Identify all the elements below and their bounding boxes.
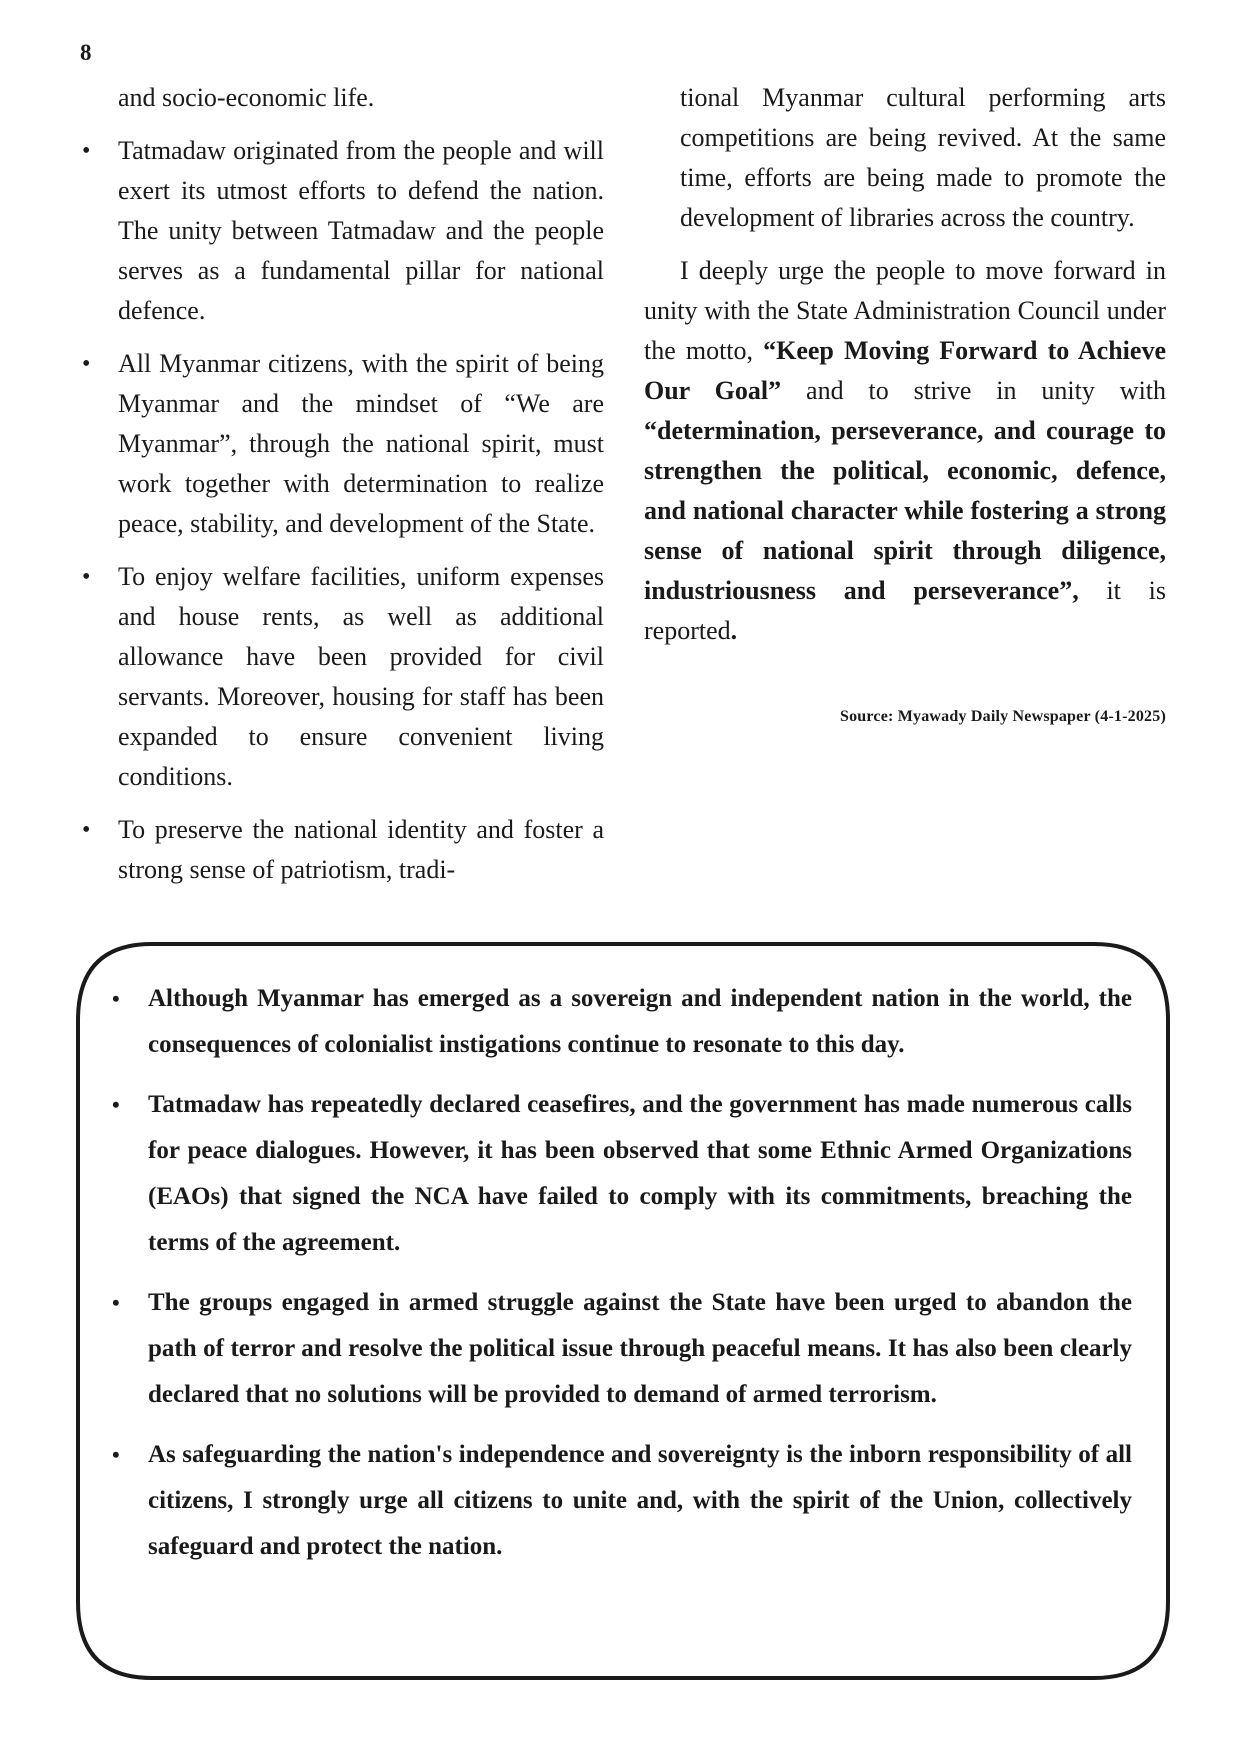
list-item	[110, 1432, 1132, 1570]
bullet-text: To enjoy welfare facilities, uniform expenses and house rents, as well as additional allowance have been provided for civil servants. Moreover, housing for staff has been expanded to ensure convenient living conditions.	[118, 562, 604, 791]
list-item	[80, 344, 604, 544]
continued-bullet-text: tional Myanmar cultural performing arts competitions are being revived. At the same time, efforts are being made to promote the development of libraries across the country.	[680, 83, 1166, 232]
bullet-icon: •	[112, 986, 120, 1011]
bullet-icon: •	[82, 138, 91, 164]
source-citation: Source: Myawady Daily Newspaper (4-1-2025)	[839, 708, 1166, 725]
closing-text-2: and to strive in unity with	[781, 376, 1167, 405]
quote-text: “determination, perseverance, and courage to strengthen the political, economic, defence, and national character while fostering a strong sense of national spirit through diligence, industriousness and perseverance”,	[644, 416, 1166, 605]
list-item	[80, 557, 604, 797]
list-item	[80, 810, 604, 890]
bullet-icon: •	[82, 351, 91, 377]
bullet-text: As safeguarding the nation's independence and sovereignty is the inborn responsibility of all citizens, I strongly urge all citizens to unite and, with the spirit of the Union, collectively safeguard and protect the nation.	[148, 1441, 1132, 1560]
left-column	[80, 78, 604, 890]
highlight-box	[74, 940, 1172, 1682]
right-column	[644, 78, 1166, 737]
continued-text: and socio-economic life.	[118, 83, 375, 112]
bullet-text: To preserve the national identity and foster a strong sense of patriotism, tradi-	[118, 815, 604, 884]
bullet-text: The groups engaged in armed struggle against the State have been urged to abandon the path of terror and resolve the political issue through peaceful means. It has also been clearly declared that no solutions will be provided to demand of armed terrorism.	[148, 1289, 1132, 1408]
motto-text: “Keep Moving Forward to Achieve Our Goal”	[644, 336, 1166, 405]
list-item	[110, 1082, 1132, 1266]
closing-text-1: I deeply urge the people to move forward in unity with the State Administration Council under the motto,	[644, 256, 1166, 365]
bullet-icon: •	[112, 1290, 120, 1315]
bullet-text: Tatmadaw has repeatedly declared ceasefires, and the government has made numerous calls for peace dialogues. However, it has been observed that some Ethnic Armed Organizations (EAOs) that signed the NCA have failed to comply with its commitments, breaching the terms of the agreement.	[148, 1091, 1132, 1256]
list-item	[110, 1280, 1132, 1418]
bullet-text: Tatmadaw originated from the people and will exert its utmost efforts to defend the nation. The unity between Tatmadaw and the people serves as a fundamental pillar for national defence.	[118, 136, 604, 325]
box-bullet-list	[110, 976, 1132, 1584]
closing-text-3: it is reported	[644, 576, 1166, 645]
bullet-text: Although Myanmar has emerged as a sovereign and independent nation in the world, the consequences of colonialist instigations continue to resonate to this day.	[148, 985, 1132, 1058]
page-number: 8	[80, 40, 92, 65]
closing-paragraph	[644, 251, 1166, 651]
closing-period: .	[730, 616, 738, 645]
bullet-icon: •	[112, 1442, 120, 1467]
list-item	[110, 976, 1132, 1068]
bullet-icon: •	[82, 564, 91, 590]
bullet-icon: •	[112, 1092, 120, 1117]
left-bullet-list	[80, 131, 604, 890]
bullet-text: All Myanmar citizens, with the spirit of being Myanmar and the mindset of “We are Myanmar”, through the national spirit, must work together with determination to realize peace, stability, and development of the State.	[118, 349, 604, 538]
bullet-icon: •	[82, 817, 91, 843]
list-item	[80, 131, 604, 331]
